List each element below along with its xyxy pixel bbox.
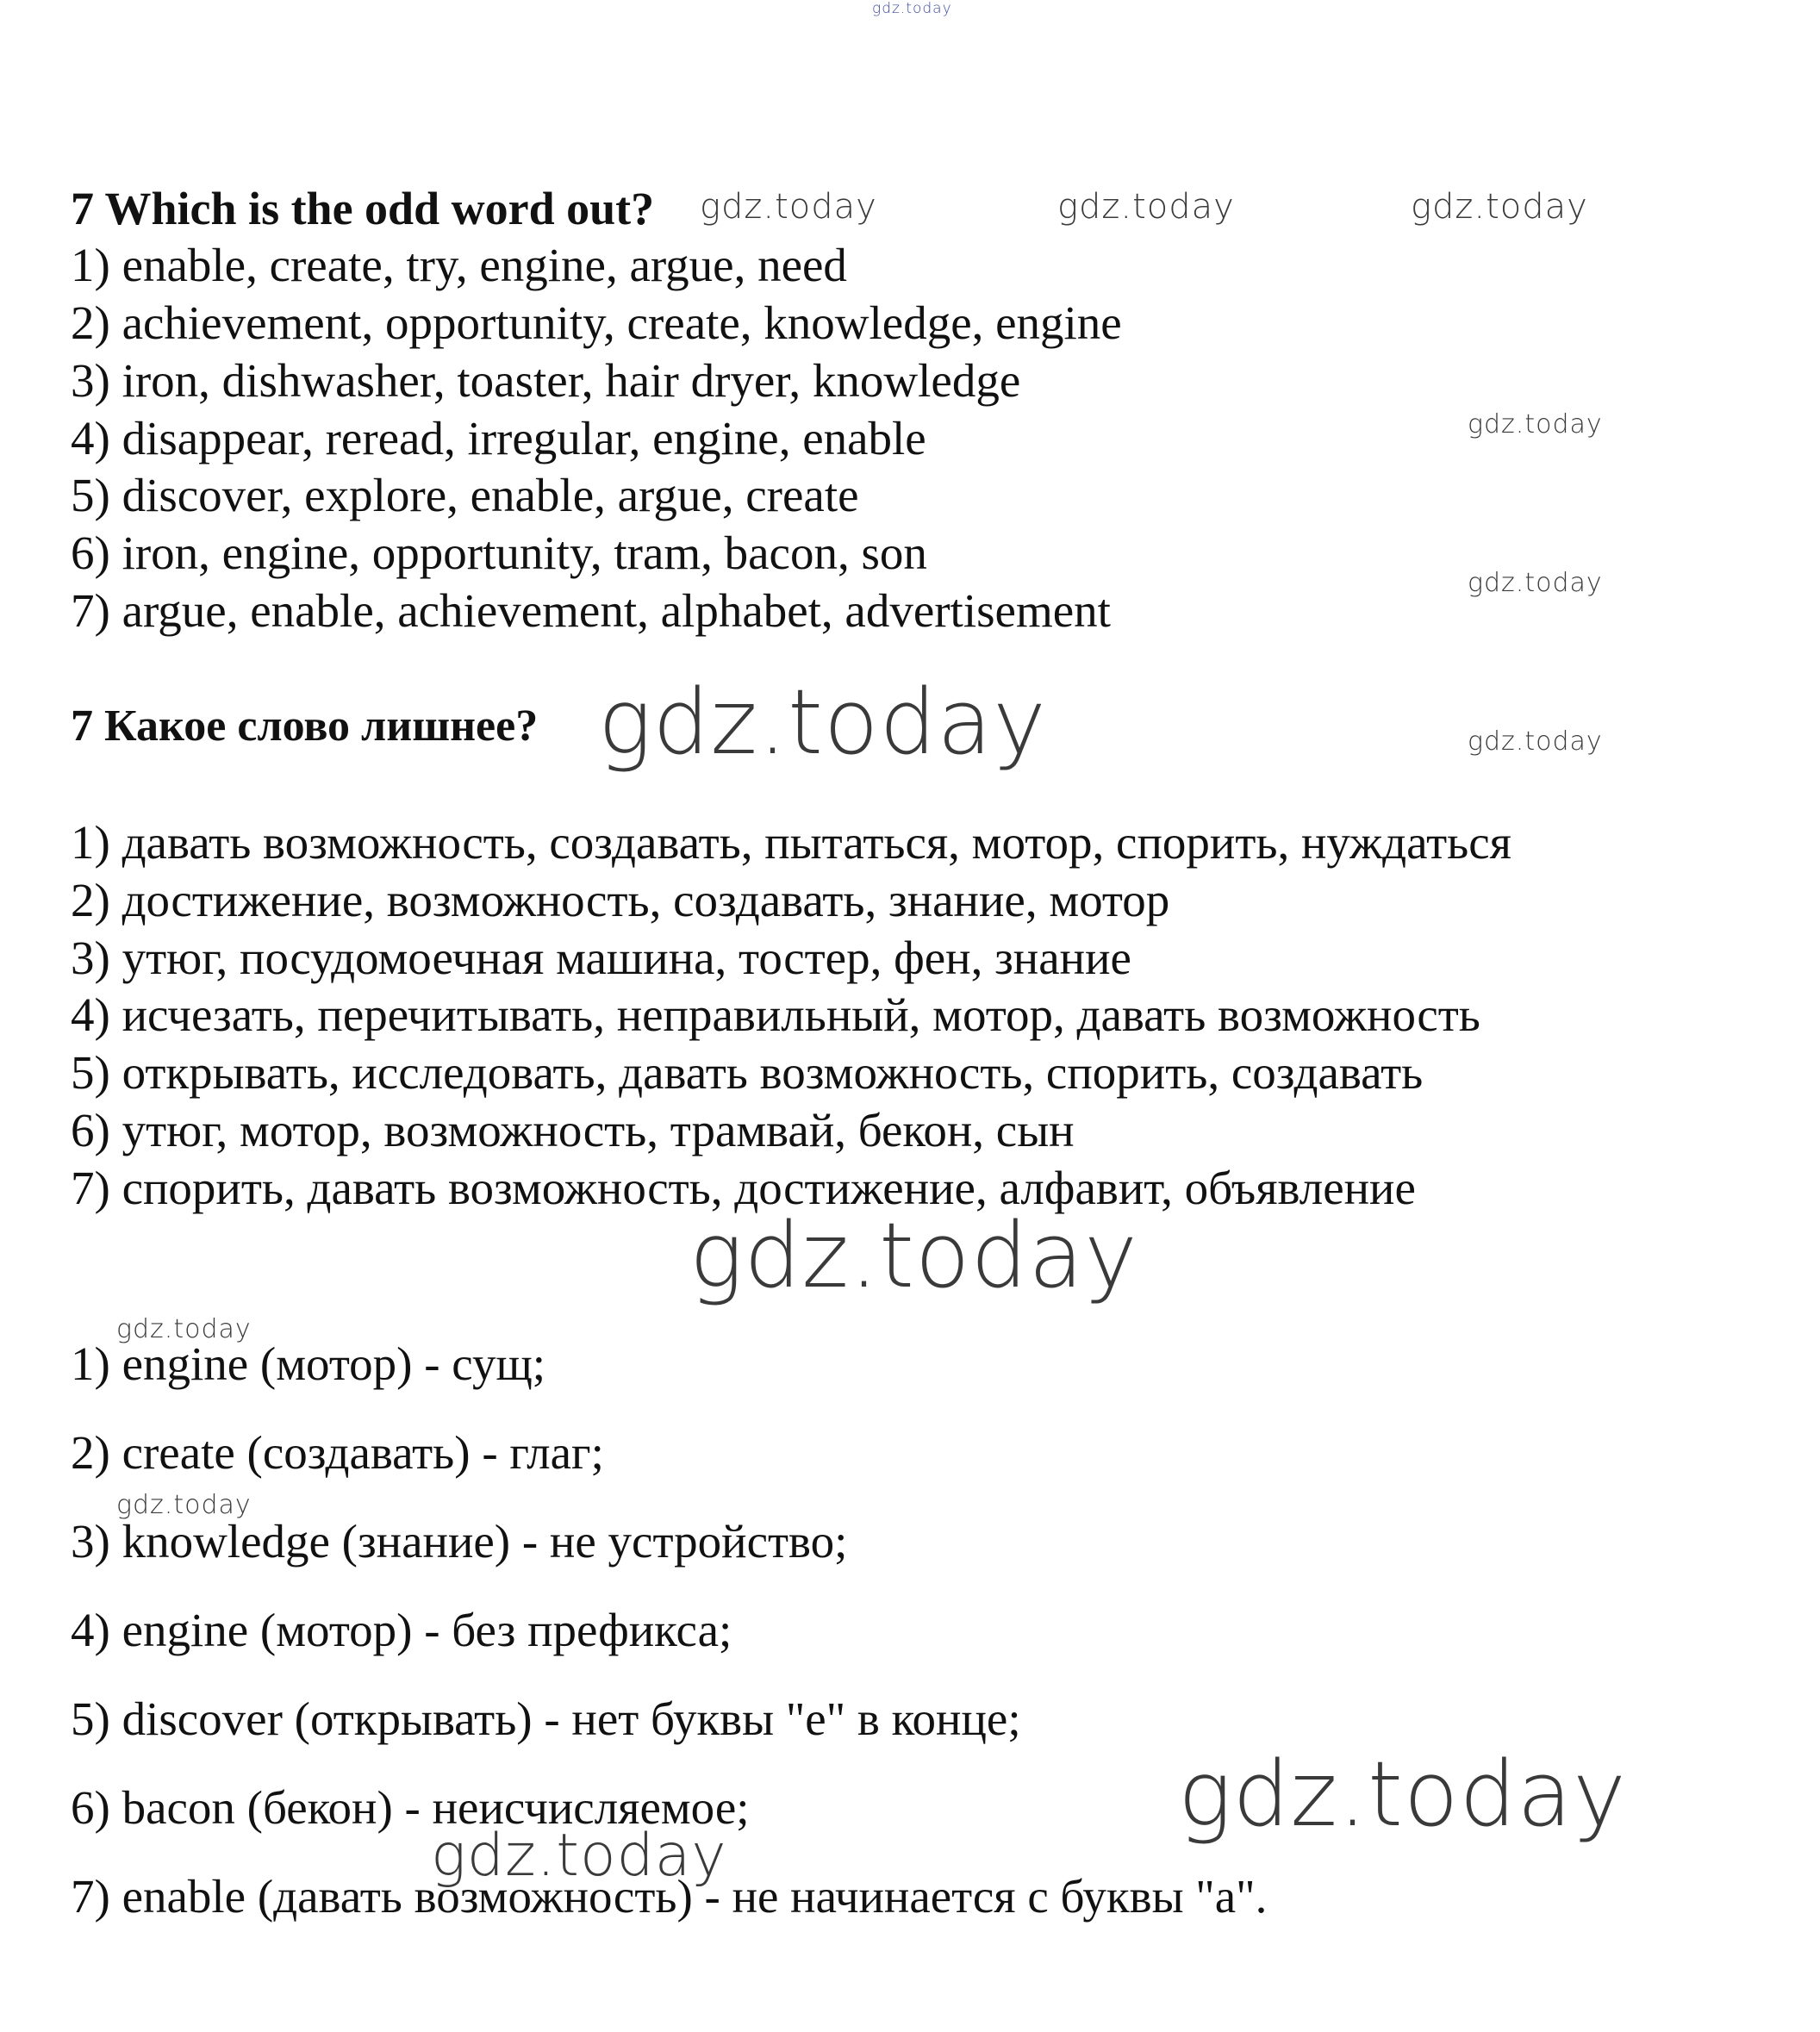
watermark-large-3: gdz.today [1178,1742,1627,1847]
answer-item-4: 4) engine (мотор) - без префикса; [71,1604,732,1656]
answer-item-3: 3) knowledge (знание) - не устройство; [71,1515,848,1568]
russian-item-2: 2) достижение, возможность, создавать, знание, мотор [71,874,1170,926]
watermark-large-1: gdz.today [598,670,1047,775]
answer-item-2: 2) create (создавать) - глаг; [71,1426,604,1479]
answer-item-7: 7) enable (давать возможность) - не начинается с буквы "a". [71,1870,1268,1923]
russian-item-1: 1) давать возможность, создавать, пытаться, мотор, спорить, нуждаться [71,816,1511,869]
russian-item-7: 7) спорить, давать возможность, достижение, алфавит, объявление [71,1162,1416,1214]
watermark-heading-1: gdz.today [700,187,877,227]
russian-item-4: 4) исчезать, перечитывать, неправильный, мотор, давать возможность [71,988,1480,1041]
watermark-right-2: gdz.today [1468,568,1603,598]
russian-item-5: 5) открывать, исследовать, давать возможность, спорить, создавать [71,1046,1424,1099]
watermark-right-3: gdz.today [1468,726,1603,757]
russian-item-3: 3) утюг, посудомоечная машина, тостер, фен, знание [71,932,1131,984]
russian-item-6: 6) утюг, мотор, возможность, трамвай, бекон, сын [71,1104,1075,1156]
watermark-small-1: gdz.today [116,1314,252,1344]
answer-item-5: 5) discover (открывать) - нет буквы "e" в конце; [71,1692,1021,1745]
english-item-5: 5) discover, explore, enable, argue, create [71,469,859,521]
answer-item-1: 1) engine (мотор) - сущ; [71,1337,546,1390]
watermark-heading-2: gdz.today [1057,187,1235,227]
english-item-7: 7) argue, enable, achievement, alphabet, advertisement [71,584,1111,637]
watermark-small-2: gdz.today [116,1490,252,1520]
english-item-4: 4) disappear, reread, irregular, engine, enable [71,412,926,464]
watermark-large-2: gdz.today [689,1203,1138,1308]
english-item-3: 3) iron, dishwasher, toaster, hair dryer, knowledge [71,354,1021,407]
answer-item-6: 6) bacon (бекон) - неисчисляемое; [71,1781,750,1834]
watermark-large-4: gdz.today [431,1822,727,1890]
watermark-heading-3: gdz.today [1411,187,1588,227]
english-item-1: 1) enable, create, try, engine, argue, need [71,239,847,291]
russian-heading: 7 Какое слово лишнее? [71,701,539,751]
watermark-top: gdz.today [872,0,952,17]
english-item-2: 2) achievement, opportunity, create, knowledge, engine [71,296,1122,349]
english-heading: 7 Which is the odd word out? [71,183,655,234]
watermark-right-1: gdz.today [1468,409,1603,439]
english-item-6: 6) iron, engine, opportunity, tram, bacon, son [71,527,927,579]
